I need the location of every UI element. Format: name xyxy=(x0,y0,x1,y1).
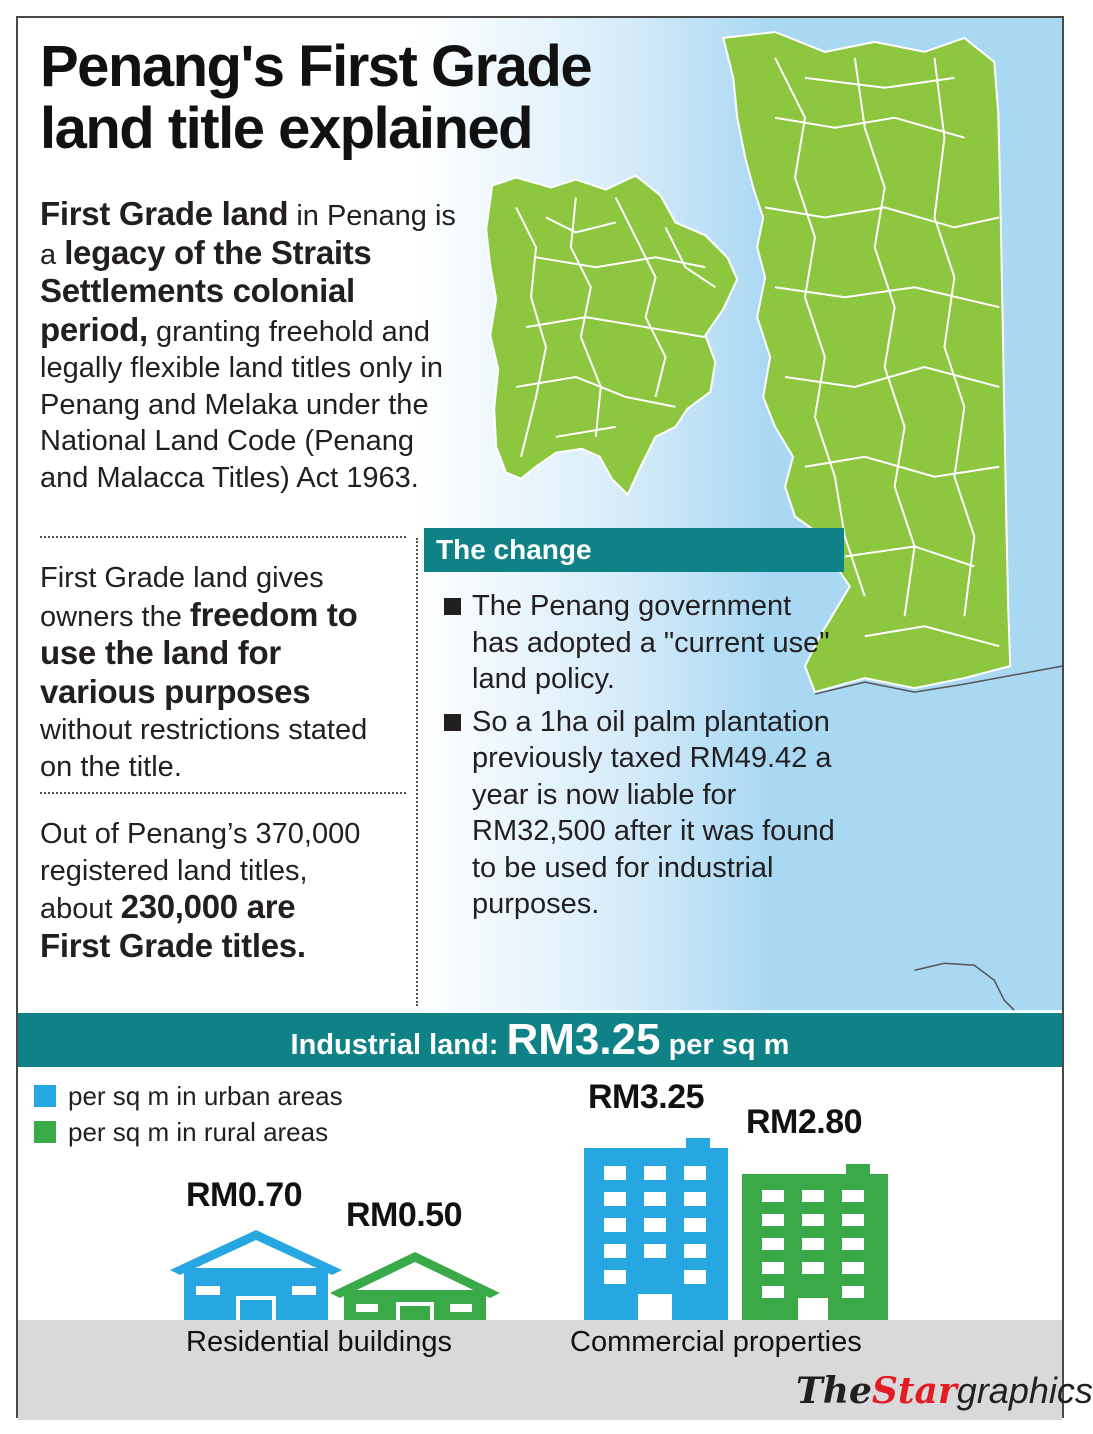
price-commercial-urban: RM3.25 xyxy=(588,1078,705,1116)
logo-the: The xyxy=(796,1370,872,1412)
infographic-frame xyxy=(16,16,1093,1418)
freedom-text-2: without restrictions stated on the title. xyxy=(40,714,368,783)
category-residential: Residential buildings xyxy=(186,1326,452,1358)
price-residential-urban: RM0.70 xyxy=(186,1176,303,1214)
urban-swatch xyxy=(34,1085,56,1107)
intro-highlight-1: First Grade land xyxy=(40,195,289,232)
price-residential-rural: RM0.50 xyxy=(346,1196,463,1234)
change-item-text: So a 1ha oil palm plantation previously taxed RM49.42 a year is now liable for RM32,500 after it was found to be used for industrial purposes. xyxy=(472,705,835,920)
logo-star: Star xyxy=(871,1370,957,1412)
logo-graphics: graphics xyxy=(956,1370,1093,1411)
freedom-highlight: freedom to use the land for various purposes xyxy=(40,595,358,710)
intro-highlight-2: legacy of the Straits Settlements colonial period, xyxy=(40,233,372,348)
change-list xyxy=(442,588,842,929)
residential-urban-house-icon xyxy=(170,1230,342,1320)
intro-paragraph xyxy=(40,196,460,496)
change-item-text: The Penang government has adopted a "current use" land policy. xyxy=(472,590,830,695)
change-item xyxy=(442,704,842,923)
intro-text-2: granting freehold and legally flexible land titles only in Penang and Melaka under the National Land Code (Penang and Malacca Titles) Act 1963. xyxy=(40,315,443,494)
southern-coast-outline xyxy=(915,963,1015,1010)
intro-text-1: in Penang is a xyxy=(40,200,456,271)
legend-item-urban xyxy=(34,1078,343,1114)
change-item xyxy=(442,588,842,698)
legend-label-urban: per sq m in urban areas xyxy=(68,1080,343,1111)
commercial-urban-tower-icon xyxy=(584,1138,728,1320)
bullet-square-icon xyxy=(444,598,461,615)
divider-1 xyxy=(40,536,406,538)
residential-rural-house-icon xyxy=(330,1252,500,1320)
price-chart xyxy=(18,1118,1066,1328)
bullet-square-icon xyxy=(444,714,461,731)
category-commercial: Commercial properties xyxy=(570,1326,862,1358)
freedom-paragraph xyxy=(40,560,400,785)
column-divider xyxy=(416,538,418,1006)
change-heading: The change xyxy=(424,528,844,572)
industrial-unit: per sq m xyxy=(668,1029,790,1061)
stats-text: Out of Penang’s 370,000 registered land titles, about xyxy=(40,818,361,925)
industrial-value: RM3.25 xyxy=(506,1015,661,1064)
commercial-rural-tower-icon xyxy=(742,1164,888,1320)
divider-2 xyxy=(40,792,406,794)
industrial-label: Industrial land: xyxy=(290,1029,499,1061)
thestar-graphics-logo xyxy=(796,1370,1093,1412)
price-commercial-rural: RM2.80 xyxy=(746,1103,863,1141)
freedom-text-1: First Grade land gives owners the xyxy=(40,562,324,633)
stats-highlight: 230,000 are First Grade titles. xyxy=(40,888,306,964)
page-title: Penang's First Grade land title explained xyxy=(40,34,592,161)
stats-paragraph xyxy=(40,816,370,966)
industrial-land-band xyxy=(18,1013,1062,1067)
legend-label-rural: per sq m in rural areas xyxy=(68,1116,329,1147)
